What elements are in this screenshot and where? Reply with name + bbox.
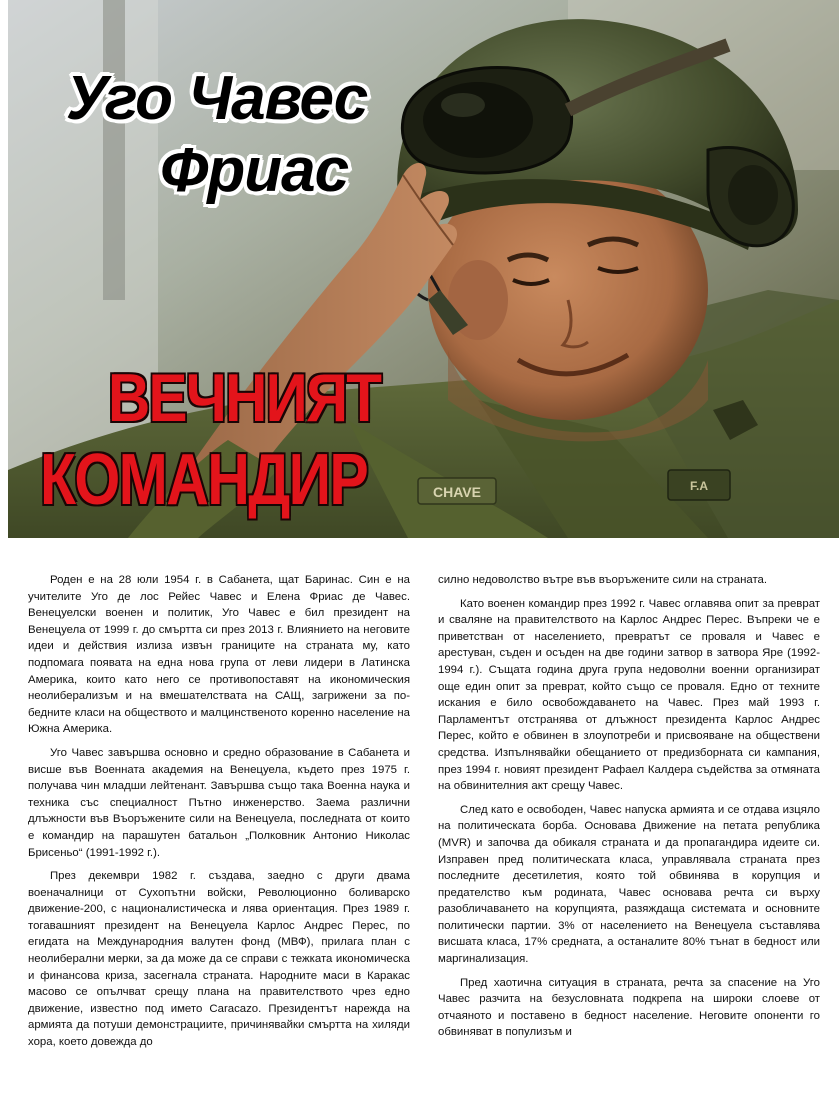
- article-body: [28, 572, 820, 1072]
- article-column-left: [28, 572, 410, 1072]
- name-tape-text: CHAVE: [433, 484, 481, 500]
- subject-name-line-2: Фриас: [160, 136, 349, 205]
- hero-photo: [8, 0, 839, 538]
- shoulder-tag-text: F.A: [690, 479, 708, 493]
- headline-line-2: КОМАНДИР: [40, 440, 368, 520]
- article-paragraph: Като военен командир през 1992 г. Чавес оглавява опит за преврат и сваляне на правителството на Карлос Андрес Перес. Въпреки че е приветстван от населението, превратът се проваля и Чавес е арестуван, съден и осъден на две години затвор в затвора Яре (1992-1994 г.). Същата година друга група недоволни военни организират още един опит за преврат, който също се проваля. Едно от техните искания е било освобождаването на Чавес. През май 1993 г. Парламентът отстранява от длъжност президента Карлос Андрес Перес, който е обвинен в злоупотреби и присвояване на обществени средства. Изпълнявайки обещанието от предизборната си кампания, през 1994 г. новият президент Рафаел Калдера съдейства за отмяната на обвинителния акт срещу Чавес.: [438, 597, 820, 793]
- article-paragraph: Уго Чавес завършва основно и средно образование в Сабанета и висше във Военната академия на Венецуела, където през 1975 г. получава чин младши лейтенант. Завършва също така Военна наука и техника със специалност Пътно инженерство. Заема различни длъжности във Въоръжените сили на Венецуела, последната от които е командир на парашутен батальон „Полковник Антонио Николас Брисеньо“ (1991-1992 г.).: [28, 746, 410, 859]
- article-column-right: [438, 572, 820, 1072]
- article-paragraph: След като е освободен, Чавес напуска армията и се отдава изцяло на политическата борба. Основава Движение на петата република (MVR) и започва да обикаля страната и да пропагандира идеите си. Изправен пред политическата класа, управлявала страната през последните десетилетия, която той обвинява в корупция и предателство към родината, Чавес основава речта си върху разобличаването на корупцията, разяждаща системата и основните политически партии. 3% от населението на Венецуела съставлява висшата класа, 17% средната, а останалите 80% тънат в бедност или маргинализация.: [438, 803, 820, 966]
- article-paragraph: Пред хаотична ситуация в страната, речта за спасение на Уго Чавес разчита на безусловната подкрепа на широки слоеве от отчаяното и поставено в бедност население. Неговите опоненти го обвиняват в популизъм и: [438, 976, 820, 1039]
- headline-line-1: ВЕЧНИЯТ: [108, 360, 381, 436]
- article-paragraph: През декември 1982 г. създава, заедно с други двама военачалници от Сухопътни войски, Революционно боливарско движение-200, с националистическа и лява ориентация. През 1989 г. тогавашният президент на Венецуела Карлос Андрес Перес, по егидата на Международния валутен фонд (МВФ), прилага план с неолиберални мерки, за да може да се справи с тежката икономическа и финансова криза, засегнала страната. Народните маси в Каракас масово се опълчват срещу плана на правителството чрез едно движение, известно под името Caracazo. Президентът нарежда на армията да потуши демонстрациите, причинявайки смъртта на хиляди хора, което довежда до: [28, 870, 410, 1049]
- subject-name-line-1: Уго Чавес: [66, 64, 368, 133]
- article-paragraph-continued: силно недоволство вътре във въоръжените сили на страната.: [438, 574, 768, 586]
- article-paragraph: Роден е на 28 юли 1954 г. в Сабанета, щат Баринас. Син е на учителите Уго де лос Рейес Чавес и Елена Фриас де Чавес. Венецуелски военен и политик, Уго Чавес е бил президент на Венецуела от 1999 г. до смъртта си през 2013 г. Влиянието на неговите идеи и действия излиза извън границите на страната му, като подпомага появата на една нова група от леви лидери в Латинска Америка, които като него се противопоставят на икономическия неолиберализъм и на вмешателствата на САЩ, загрижени за по-бедните класи на обществото и малцинственото коренно население на Южна Америка.: [28, 574, 410, 736]
